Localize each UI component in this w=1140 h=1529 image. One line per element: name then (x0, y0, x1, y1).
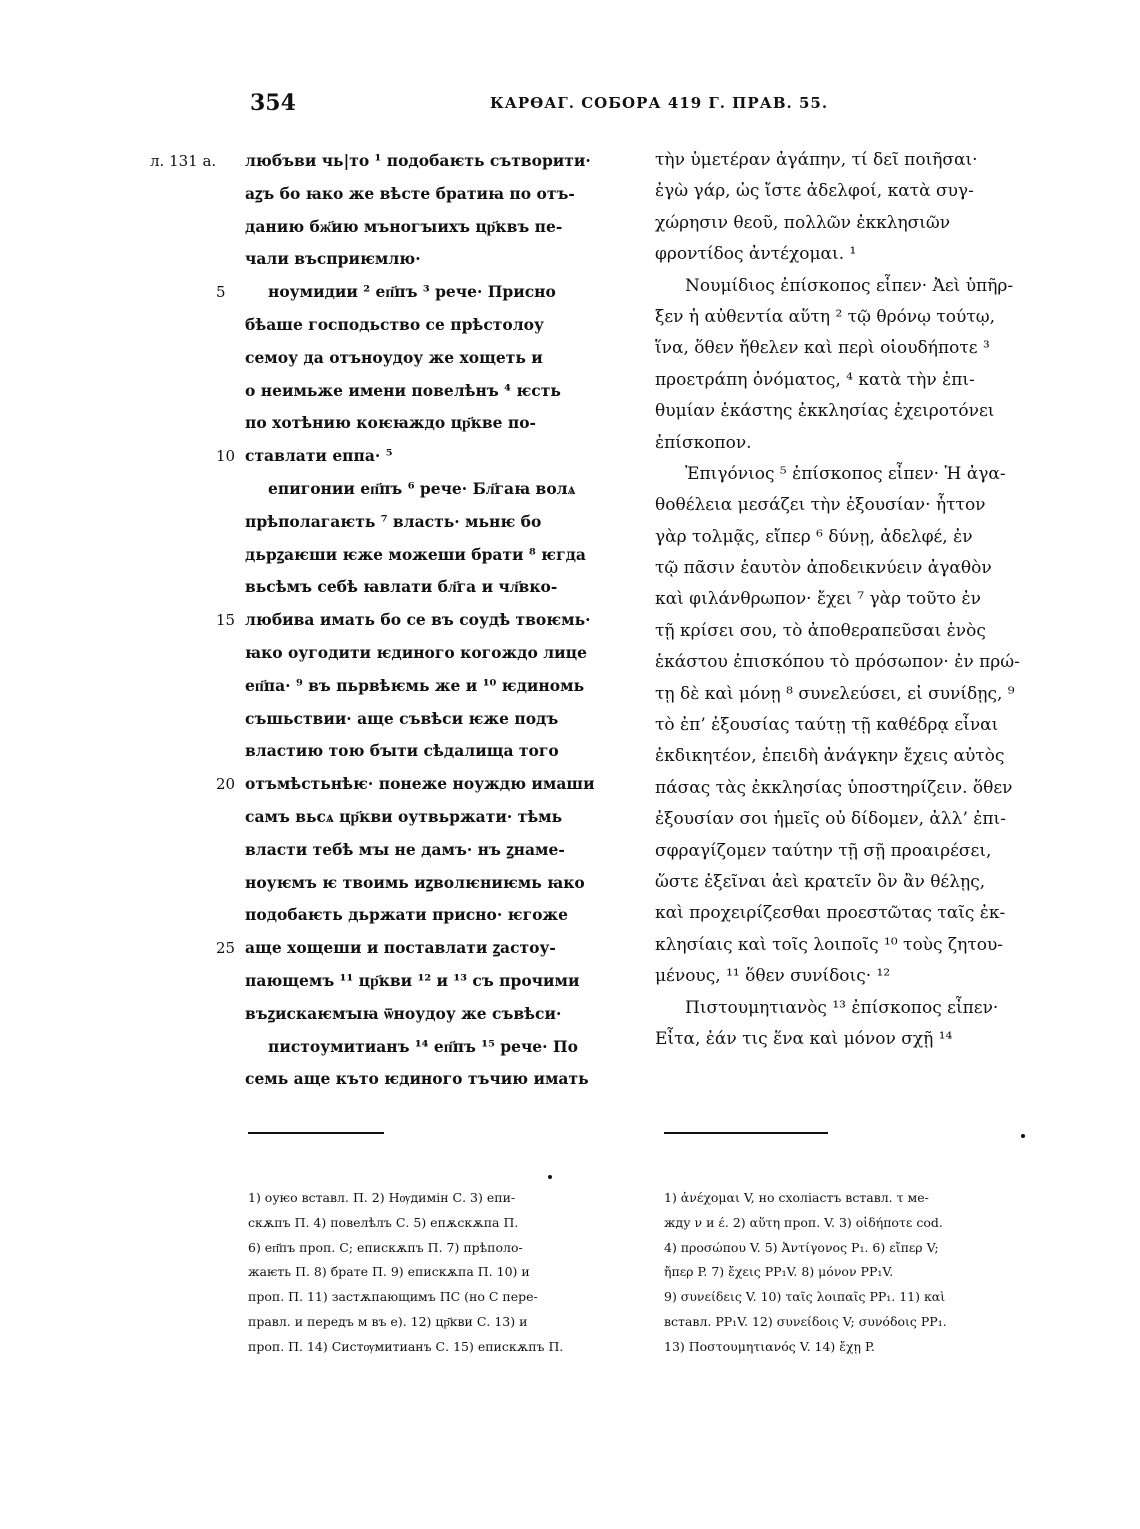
footnote-line: скѫпъ П. 4) повелѣлъ С. 5) епѫскѫпа П. (248, 1214, 519, 1230)
slavonic-line (150, 473, 640, 506)
greek-line: θυμίαν ἑκάστης ἐκκλησίας ἐχειροτόνει (655, 401, 995, 422)
slavonic-line-text: властию тою бꙑти сѣдалища того (245, 741, 559, 761)
greek-line: ἐπίσκοπον. (655, 432, 752, 453)
slavonic-line (150, 768, 640, 801)
slavonic-line-text: дьрꙁаѥши ѥже можеши брати ⁸ ѥгда (245, 544, 586, 564)
slavonic-line (150, 375, 640, 408)
greek-line: ἐκδικητέον, ἐπειδὴ ἀνάγκην ἔχεις αὐτὸς (655, 746, 1005, 767)
greek-line: ξεν ἡ αὐθεντία αὕτη ² τῷ θρόνῳ τούτῳ, (655, 306, 996, 327)
slavonic-line-text: чали въсприѥмлю· (245, 249, 421, 269)
greek-line: τῷ πᾶσιν ἑαυτὸν ἀποδεικνύειν ἀγαθὸν (655, 558, 992, 579)
slavonic-line (150, 965, 640, 998)
greek-line: τὴν ὑμετέραν ἀγάπην, τί δεῖ ποιῆσαι· (655, 150, 978, 170)
slavonic-line-text: съшьствии· аще съвѣси ѥже подъ (245, 708, 559, 728)
footnote-rule-left (248, 1132, 384, 1134)
footnote-line: 6) еп҃пъ проп. С; епискѫпъ П. 7) прѣполо- (248, 1239, 523, 1255)
greek-line: ἑκάστου ἐπισκόπου τὸ πρόσωπον· ἐν πρώ- (655, 652, 1020, 673)
folio-marker: л. 131 а. (150, 152, 217, 170)
slavonic-line-text: любива имать бо се въ соудѣ твоѥмь· (245, 610, 591, 630)
slavonic-line (150, 801, 640, 834)
slavonic-line (150, 604, 640, 637)
slavonic-line-text: вьсѣмъ себѣ ꙗвлати бл҃га и чл҃вко- (245, 577, 558, 597)
slavonic-line (150, 243, 640, 276)
slavonic-line (150, 309, 640, 342)
greek-text-column (655, 145, 1050, 1055)
slavonic-line (150, 276, 640, 309)
slavonic-line-text: ноумидии ² еп҃пъ ³ рече· Присно (268, 282, 556, 302)
slavonic-line-text: ꙗко оугодити ѥдиного когождо лице (245, 642, 587, 662)
page-header (250, 90, 850, 124)
slavonic-line-text: данию бж҃ию мъногꙑихъ цр҃квъ пе- (245, 216, 563, 236)
greek-line: τὸ ἐπ’ ἐξουσίας ταύτῃ τῇ καθέδρᾳ εἶναι (655, 715, 999, 736)
greek-line: Πιστουμητιανὸς ¹³ ἐπίσκοπος εἶπεν· (685, 997, 999, 1018)
line-number: 10 (216, 447, 236, 466)
greek-line: Εἶτα, ἐάν τις ἕνα καὶ μόνον σχῇ ¹⁴ (655, 1028, 953, 1049)
greek-line: Νουμίδιος ἐπίσκοπος εἶπεν· Ἀεὶ ὑπῆρ- (685, 275, 1014, 296)
footnote-line: проп. П. 14) Систѹмитианъ С. 15) епискѫпъ П. (248, 1338, 564, 1354)
footnote-line: жду ν и έ. 2) αὕτη проп. V. 3) οἱδήποτε cod. (664, 1214, 943, 1230)
slavonic-line-text: отъмѣстьнѣѥ· понеже ноуждю имаши (245, 774, 595, 794)
footnote-line: правл. и передъ м въ е). 12) цр҃кви С. 13) и (248, 1313, 528, 1329)
footnote-line: 9) συνείδεις V. 10) ταῖς λοιπαῖς PP₁. 11) καὶ (664, 1289, 946, 1305)
line-number: 15 (216, 611, 236, 630)
slavonic-line (150, 670, 640, 703)
greek-line: θοθέλεια μεσάζει τὴν ἐξουσίαν· ἧττον (655, 495, 986, 516)
slavonic-line-text: ставлати еппа· ⁵ (245, 446, 393, 466)
greek-line: Ἐπιγόνιος ⁵ ἐπίσκοπος εἶπεν· Ἡ ἀγα- (685, 463, 1006, 484)
slavonic-line-text: ноуѥмъ ѥ твоимь иꙁволѥниѥмь ꙗко (245, 872, 585, 892)
slavonic-line-text: епигонии еп҃пъ ⁶ рече· Бл҃гаꙗ волѧ (268, 478, 576, 498)
slavonic-line-text: въꙁискаѥмꙑꙗ ѿноудоу же съвѣси· (245, 1003, 562, 1023)
line-number: 5 (216, 283, 226, 302)
greek-line: κλησίαις καὶ τοῖς λοιποῖς ¹⁰ τοὺς ζητου- (655, 934, 1004, 955)
slavonic-line (150, 703, 640, 736)
slavonic-line-text: аꙁъ бо ꙗко же вѣсте братиꙗ по отъ- (245, 183, 575, 203)
line-number: 25 (216, 939, 236, 958)
footnotes-left (248, 1186, 638, 1360)
slavonic-line (150, 211, 640, 244)
slavonic-line (150, 342, 640, 375)
line-number: 20 (216, 775, 236, 794)
slavonic-line (150, 178, 640, 211)
slavonic-line (150, 539, 640, 572)
slavonic-line-text: семь аще къто ѥдиного тъчию имать (245, 1069, 589, 1089)
ink-speck (1021, 1134, 1025, 1138)
greek-line: μένους, ¹¹ ὅθεν συνίδοις· ¹² (655, 966, 891, 987)
greek-line: σφραγίζομεν ταύτην τῇ σῇ προαιρέσει, (655, 840, 992, 861)
ink-speck (548, 1175, 552, 1179)
greek-line: φροντίδος ἀντέχομαι. ¹ (655, 244, 857, 265)
slavonic-line (150, 506, 640, 539)
footnote-line: 13) Ποστουμητιανός V. 14) ἔχῃ P. (664, 1338, 875, 1354)
greek-line: καὶ φιλάνθρωπον· ἔχει ⁷ γὰρ τοῦτο ἐν (655, 589, 982, 610)
slavonic-line-text: пистоумитианъ ¹⁴ еп҃пъ ¹⁵ рече· По (268, 1036, 578, 1056)
slavonic-line (150, 571, 640, 604)
slavonic-line-text: любъви чь|то ¹ подобаѥть сътворити· (245, 151, 591, 170)
footnote-line: вставл. PP₁V. 12) συνείδοις V; συνόδοις PP₁. (664, 1313, 947, 1329)
greek-line: προετράπη ὀνόματος, ⁴ κατὰ τὴν ἐπι- (655, 369, 975, 390)
slavonic-line (150, 998, 640, 1031)
slavonic-line-text: самъ вьсѧ цр҃кви оутвьржати· тѣмь (245, 806, 563, 826)
footnote-line: проп. П. 11) застѫпающимъ ПС (но С пере- (248, 1289, 538, 1305)
slavonic-line-text: семоу да отъноудоу же хощеть и (245, 347, 543, 367)
greek-line: ἵνα, ὅθεν ἤθελεν καὶ περὶ οἱουδήποτε ³ (655, 338, 990, 359)
footnote-line: ἤπερ P. 7) ἔχεις PP₁V. 8) μόνον PP₁V. (664, 1264, 894, 1280)
page-number: 354 (250, 90, 296, 116)
footnote-line: 1) ἀνέχομαι V, но схоліастъ вставл. τ ме- (664, 1190, 929, 1205)
footnotes-right (664, 1186, 1059, 1360)
slavonic-line (150, 407, 640, 440)
footnote-line: жаѥть П. 8) брате П. 9) епискѫпа П. 10) и (248, 1264, 530, 1280)
slavonic-line-text: подобаѥть дьржати присно· ѥгоже (245, 905, 568, 925)
greek-line: τῇ κρίσει σου, τὸ ἀποθεραπεῦσαι ἑνὸς (655, 620, 986, 641)
slavonic-line (150, 440, 640, 473)
slavonic-line (150, 867, 640, 900)
slavonic-line-text: власти тебѣ мꙑ не дамъ· нъ ꙁнаме- (245, 839, 565, 859)
greek-line: ἐξουσίαν σοι ἡμεῖς οὐ δίδομεν, ἀλλ’ ἐπι- (655, 809, 1006, 830)
slavonic-line (150, 899, 640, 932)
slavonic-line-text: о неимьже имени повелѣнъ ⁴ ѥсть (245, 380, 561, 400)
greek-line: πάσας τὰς ἐκκλησίας ὑποστηρίζειν. ὅθεν (655, 777, 1013, 798)
greek-line: ὥστε ἐξεῖναι ἀεὶ κρατεῖν ὃν ἂν θέλῃς, (655, 871, 986, 892)
slavonic-line (150, 1063, 640, 1096)
slavonic-line-text: пающемъ ¹¹ цр҃кви ¹² и ¹³ съ прочими (245, 970, 580, 990)
slavonic-line (150, 735, 640, 768)
slavonic-line-text: аще хощеши и поставлати ꙁастоу- (245, 938, 556, 958)
slavonic-line-text: по хотѣнию коѥꙗждо цр҃кве по- (245, 413, 536, 433)
slavonic-line (150, 637, 640, 670)
slavonic-line (150, 1031, 640, 1064)
slavonic-line-text: прѣполагаѥть ⁷ власть· мьнѥ бо (245, 511, 542, 531)
slavonic-line-text: еп҃па· ⁹ въ пьрвѣѥмь же и ¹⁰ ѥдиномь (245, 675, 585, 695)
footnote-line: 1) оуѥо вставл. П. 2) Нѹдимін С. 3) епи- (248, 1190, 516, 1205)
footnote-rule-right (664, 1132, 828, 1134)
slavonic-text-column (150, 145, 640, 1096)
greek-line: καὶ προχειρίζεσθαι προεστῶτας ταῖς ἐκ- (655, 903, 1006, 924)
greek-line: χώρησιν θεοῦ, πολλῶν ἐκκλησιῶν (655, 212, 951, 233)
slavonic-line (150, 834, 640, 867)
greek-line: ἐγὼ γάρ, ὡς ἴστε ἀδελφοί, κατὰ συγ- (655, 181, 974, 202)
slavonic-line-text: бѣаше господьство се прѣстолоу (245, 314, 544, 334)
greek-line: τῃ δὲ καὶ μόνῃ ⁸ συνελεύσει, εἰ συνίδῃς, ⁹ (655, 683, 1015, 704)
running-title: КАРѲАГ. СОБОРА 419 Г. ПРАВ. 55. (490, 94, 829, 112)
footnote-line: 4) προσώπου V. 5) Ἀντίγονος P₁. 6) εἴπερ V; (664, 1239, 939, 1255)
slavonic-line (150, 932, 640, 965)
slavonic-line (150, 145, 640, 178)
greek-line: γὰρ τολμᾷς, εἴπερ ⁶ δύνῃ, ἀδελφέ, ἐν (655, 526, 973, 547)
